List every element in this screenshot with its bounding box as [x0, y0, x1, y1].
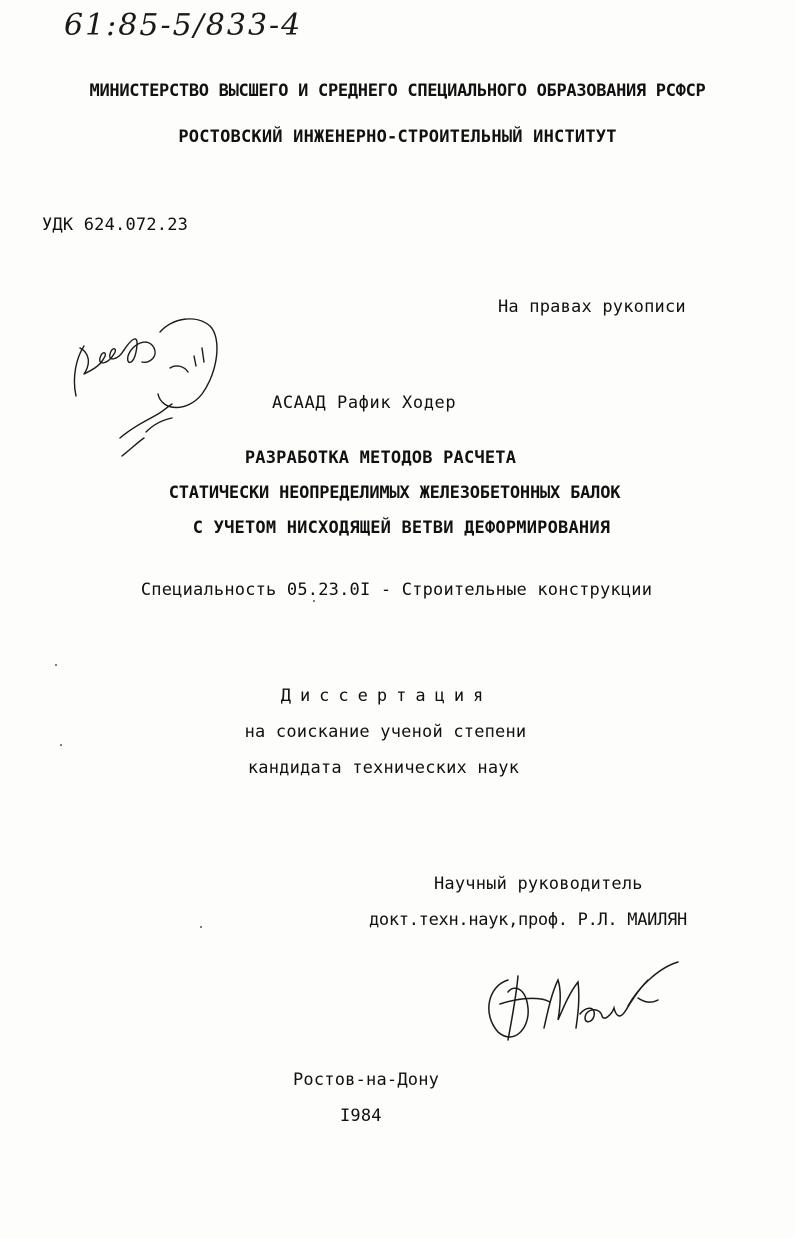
work-type: Диссертация	[280, 686, 493, 706]
scan-speck	[55, 664, 57, 666]
author-signature	[62, 308, 232, 458]
scan-speck	[313, 600, 315, 602]
scan-speck	[200, 926, 202, 928]
degree-line-2: кандидата технических наук	[247, 758, 520, 778]
supervisor-label: Научный руководитель	[434, 874, 643, 894]
specialty: Специальность 05.23.0I - Строительные конструкции	[140, 580, 653, 600]
title-line-2: СТАТИЧЕСКИ НЕОПРЕДЕЛИМЫХ ЖЕЛЕЗОБЕТОННЫХ БАЛОК	[168, 483, 621, 503]
author-name: АСААД Рафик Ходер	[272, 393, 457, 413]
title-line-1: РАЗРАБОТКА МЕТОДОВ РАСЧЕТА	[244, 448, 517, 468]
scan-speck	[60, 744, 62, 746]
year: I984	[340, 1106, 382, 1126]
ministry-heading: МИНИСТЕРСТВО ВЫСШЕГО И СРЕДНЕГО СПЕЦИАЛЬНОГО ОБРАЗОВАНИЯ РСФСР	[89, 81, 706, 101]
degree-line-1: на соискание ученой степени	[244, 722, 527, 742]
institute-heading: РОСТОВСКИЙ ИНЖЕНЕРНО-СТРОИТЕЛЬНЫЙ ИНСТИТУТ	[178, 127, 617, 147]
archive-code-handwritten: 61:85-5/833-4	[64, 8, 303, 43]
manuscript-note: На правах рукописи	[498, 297, 686, 317]
title-line-3: С УЧЕТОМ НИСХОДЯЩЕЙ ВЕТВИ ДЕФОРМИРОВАНИЯ	[192, 518, 611, 538]
supervisor-name: докт.техн.наук,проф. Р.Л. МАИЛЯН	[369, 910, 687, 930]
city: Ростов-на-Дону	[293, 1070, 440, 1090]
udc-code: УДК 624.072.23	[42, 215, 189, 235]
supervisor-signature	[478, 958, 688, 1048]
